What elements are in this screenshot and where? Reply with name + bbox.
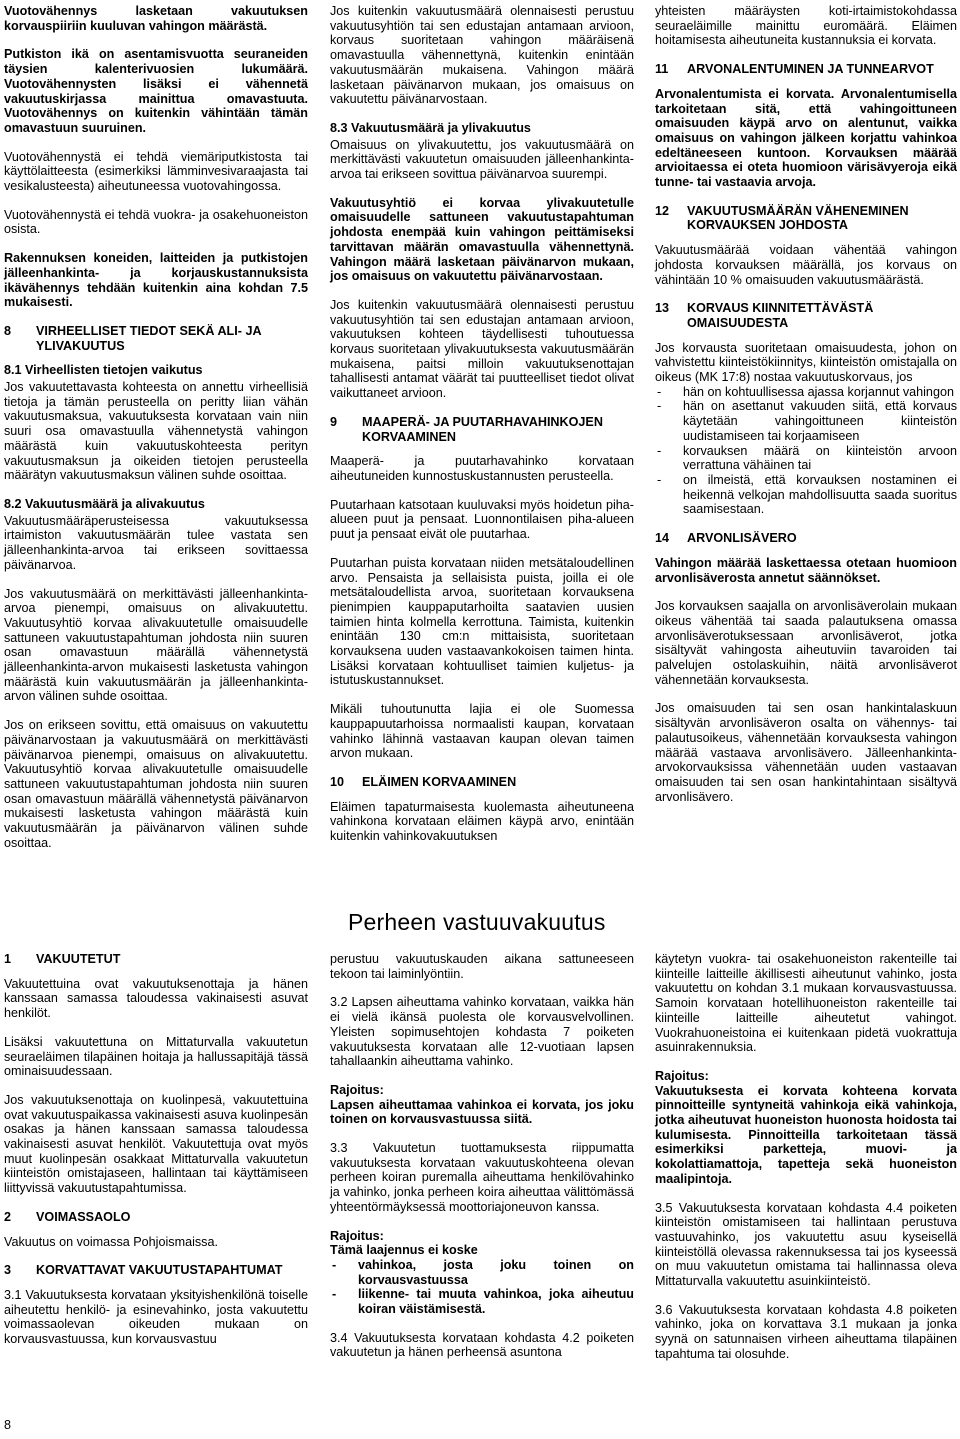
- section-heading-12: [655, 204, 957, 233]
- section-title: VAKUUTETUT: [36, 952, 121, 966]
- section-heading-2: [4, 1210, 308, 1225]
- section-title: MAAPERÄ- JA PUUTARHAVAHINKOJEN KORVAAMINEN: [362, 414, 603, 444]
- paragraph: Omaisuus on ylivakuutettu, jos vakuutusmäärä on merkittävästi vakuutetun omaisuuden jälleenhankinta-arvoa tai erikseen sovittua päivänarvoa suurempi.: [330, 137, 634, 182]
- paragraph: 3.1 Vakuutuksesta korvataan yksityishenkilönä toiselle aiheutettu henkilö- ja esinevahinko, josta vakuutettu voimassaolevan oikeuden mukaan on korvausvastuussa, kun korvausvastuu: [4, 1287, 308, 1347]
- paragraph: Arvonalentumista ei korvata. Arvonalentumisella tarkoitetaan sitä, että vahingoittuneen omaisuuden käypä arvo on alentunut, vaikka omaisuus on vahingon jälkeen korjattu vahinkoa edeltäneeseen kuntoon. Korvauksen määrää arvioitaessa ei oteta huomioon värisävyeroja eikä tunne- tai vastaavia arvoja.: [655, 86, 957, 190]
- section-heading-14: [655, 531, 957, 546]
- subsection-heading-8-1: 8.1 Virheellisten tietojen vaikutus: [4, 363, 203, 378]
- restriction-text: Tämä laajennus ei koske: [330, 1243, 478, 1258]
- paragraph: Vakuutettuina ovat vakuutuksenottaja ja hänen kanssaan samassa taloudessa vakinaisesti asuvat henkilöt.: [4, 976, 308, 1021]
- paragraph: Vuotovähennys lasketaan vakuutuksen korvauspiiriin kuuluvan vahingon määrästä.: [4, 4, 308, 33]
- list-item: - on ilmeistä, että korvauksen nostaminen ei heikennä velkojan mahdollisuutta saada suoritus saamisestaan.: [655, 473, 957, 517]
- section-title: VIRHEELLISET TIEDOT SEKÄ ALI- JA YLIVAKUUTUS: [36, 323, 262, 353]
- paragraph: Eläimen tapaturmaisesta kuolemasta aiheutuneena vahinkona korvataan eläimen käypä arvo, enintään kuitenkin vahinkovakuutuksen: [330, 799, 634, 844]
- section-number: 9: [330, 414, 338, 429]
- paragraph: Vuotovähennystä ei tehdä vuokra- ja osakehuoneiston osista.: [4, 207, 308, 237]
- section-number: 8: [4, 323, 12, 338]
- section-title: VOIMASSAOLO: [36, 1209, 131, 1224]
- top-column-2: [330, 4, 634, 858]
- subsection-heading-8-3: 8.3 Vakuutusmäärä ja ylivakuutus: [330, 120, 531, 135]
- paragraph: Putkiston ikä on asentamisvuotta seuraneiden täysien kalenterivuosien lukumäärä. Vuotovähennysten lisäksi ei vähennetä vakuutuskirjassa mainittua omavastuuta. Vuotovähennys on kuitenkin vähintään tämän omavastuun suuruinen.: [4, 47, 308, 135]
- section-heading-11: [655, 62, 957, 77]
- paragraph: Lisäksi vakuutettuna on Mittaturvalla vakuutetun seuraeläimen tilapäinen hoitaja ja hallussapitäjä tässä ominaisuudessaan.: [4, 1034, 308, 1079]
- restriction-text: Vakuutuksesta ei korvata kohteena korvata pinnoitteille syntyneitä vahinkoja eikä vahinkoja, jotka aiheutuvat huoneiston huonosta hoidosta tai kulumisesta. Pinnoitteilla tarkoitetaan tässä esimerkiksi parketteja, muovi- ja kokolattiamattoja, tapetteja sekä huoneiston maalipintoja.: [655, 1083, 957, 1186]
- paragraph: Vakuutusmäärää voidaan vähentää vahingon johdosta korvauksen määrällä, jos korvaus on vähintään 10 % omaisuuden vakuutusmäärästä.: [655, 243, 957, 287]
- list-item: - vahinkoa, josta joku toinen on korvausvastuussa: [330, 1258, 634, 1287]
- list-item: - hän on asettanut vakuuden siitä, että korvaus käytetään vahingoittuneen kiinteistön uudistamiseen tai korjaamiseen: [655, 399, 957, 443]
- paragraph: Rakennuksen koneiden, laitteiden ja putkistojen jälleenhankinta- ja korjauskustannuksista ikävähennys tehdään kuitenkin aina kohdan 7.5 mukaisesti.: [4, 251, 308, 310]
- restriction-text: Lapsen aiheuttamaa vahinkoa ei korvata, jos joku toinen on korvausvastuussa siitä.: [330, 1097, 634, 1127]
- section-heading-8: [4, 324, 308, 353]
- paragraph: 3.5 Vakuutuksesta korvataan kohdasta 4.4 poiketen kiinteistön omistamiseen tai hallintaan perustuva vastuuvahinko, jos vakuutettu asuu kyseisellä kiinteistöllä olevassa rakennuksessa tai jos kyseessä on muu vakuutetun omistama tai hallinnassa oleva Mittaturvalla vakuutettu asuinkiinteistö.: [655, 1200, 957, 1289]
- top-column-3: [655, 4, 957, 818]
- paragraph: Jos omaisuuden tai sen osan hankintalaskuun sisältyvän arvonlisäveron osalta on vähennys- tai palautusoikeus, vähennetään korvauksesta vahingon määrää vastaava arvonlisävero. Jälleenhankinta-arvokorvauksissa vähennetään uuden vastaavan omaisuuden tai sen osan hankintahintaan sisältyvä arvonlisävero.: [655, 701, 957, 804]
- section-banner-title: Perheen vastuuvakuutus: [348, 909, 606, 935]
- section-heading-3: [4, 1263, 308, 1278]
- section-number: 10: [330, 774, 345, 789]
- paragraph: 3.6 Vakuutuksesta korvataan kohdasta 4.8 poiketen vahinko, joka on korvattava 3.1 mukaan ja jonka syynä on satunnaisen virheen aiheuttama tilapäinen tapahtuma tai olosuhde.: [655, 1302, 957, 1361]
- page-number: 8: [4, 1418, 12, 1432]
- paragraph: Vakuutusmääräperusteisessa vakuutuksessa irtaimiston vakuutusmäärän tulee vastata sen jälleenhankinta-arvoa tai erikseen sovittaessa päivänarvoa.: [4, 513, 308, 572]
- paragraph: Maaperä- ja puutarhavahinko korvataan aiheutuneiden kunnostuskustannusten perusteella.: [330, 454, 634, 483]
- section-heading-9: [330, 415, 634, 444]
- paragraph: Jos vakuutuksenottaja on kuolinpesä, vakuutettuina ovat vakuutuspaikassa vakinaisesti asuva kuolinpesän osakas ja hänen kanssaan samassa taloudessa vakinaisesti asuvat henkilöt. Vakuutettuja ovat myös muut kuolinpesän osakkaat Mittaturvalla vakuutetun kiinteistön omistajaseen, hallintaan tai käyttämiseen liittyvissä vakuutustapahtumissa.: [4, 1092, 308, 1196]
- paragraph: perustuu vakuutuskauden aikana sattuneeseen tekoon tai laiminlyöntiin.: [330, 952, 634, 981]
- paragraph: 3.4 Vakuutuksesta korvataan kohdasta 4.2 poiketen vakuutetun ja hänen perheensä asuntona: [330, 1330, 634, 1360]
- section-title: ELÄIMEN KORVAAMINEN: [362, 774, 517, 789]
- section-title: KORVAUS KIINNITETTÄVÄSTÄ OMAISUUDESTA: [687, 301, 874, 330]
- paragraph: Jos kuitenkin vakuutusmäärä olennaisesti perustuu vakuutusyhtiön tai sen edustajan antamaan arvioon, vakuutuksen kohteen täydellisesti tuhoutuessa korvaus suoritetaan ylivakuutuksesta vakuutusmäärän mukaisena, paitsi milloin vakuutuksenottajan tahallisesti antamat väärät tai puutteelliset tiedot olivat vaikuttaneet arvioon.: [330, 297, 634, 401]
- section-heading-1: [4, 952, 308, 967]
- section-number: 2: [4, 1209, 12, 1224]
- bottom-column-1: [4, 952, 308, 1361]
- paragraph: Puutarhaan katsotaan kuuluvaksi myös hoidetun piha-alueen puut ja pensaat. Luonnontilaisen piha-alueen puut ja pensaat eivät ole puutarhaa.: [330, 497, 634, 542]
- paragraph: käytetyn vuokra- tai osakehuoneiston rakenteille tai kiinteille laitteille äkillisesti aiheutunut vahinko, josta vakuutettu on kohdan 3.1 mukaan korvausvastuussa. Samoin korvataan hotellihuoneiston rakenteille tai kiinteille laitteille aiheutetut vahingot. Vuokrahuoneistoina ei kuitenkaan pidetä vuokrattuja asuinrakennuksia.: [655, 952, 957, 1055]
- paragraph: Jos on erikseen sovittu, että omaisuus on vakuutettu päivänarvostaan ja vakuutusmäärä on merkittävästi päivänarvoa pienempi, omaisuus on alivakuutettu. Vakuutusyhtiö korvaa alivakuutetulle omaisuudelle sattuneen vakuutustapahtuman johdosta niin suuren osan omavastuun määrällä vähennetystä päivänarvon mukaisesti lasketusta vahingon määrästä kuin vakuutusmäärän ja päivänarvon välinen suhde osoittaa.: [4, 718, 308, 850]
- paragraph: yhteisten määräysten koti-irtaimistokohdassa seuraeläimille mainittu euromäärä. Eläimen hoitamisesta aiheutuneita kustannuksia ei korvata.: [655, 4, 957, 48]
- paragraph: Mikäli tuhoutunutta lajia ei ole Suomessa kauppapuutarhoissa normaalisti kaupan, korvataan vahinko lähinnä vastaavan kaupan olevan taimen arvon mukaan.: [330, 702, 634, 761]
- paragraph: Vakuutus on voimassa Pohjoismaissa.: [4, 1234, 218, 1249]
- restriction-list: [330, 1258, 634, 1317]
- section-number: 14: [655, 531, 670, 546]
- paragraph: Vakuutusyhtiö ei korvaa ylivakuutetulle omaisuudelle sattuneen vakuutustapahtuman johdosta enempää kuin vahingon peittämiseksi tarvittavan määrän omavastuulla vähennettynä. Vahingon määrä lasketaan päivänarvon mukaan, jos omaisuus on vakuutettu päivänarvostaan.: [330, 195, 634, 284]
- paragraph: Jos korvausta suoritetaan omaisuudesta, johon on vahvistettu kiinteistökiinnitys, kiinteistön omistajalla on oikeus (MK 17:8) nostaa vakuutuskorvaus, jos: [655, 340, 957, 385]
- section-number: 12: [655, 203, 670, 218]
- restriction-label: Rajoitus:: [330, 1082, 384, 1097]
- paragraph: Puutarhan puista korvataan niiden metsätaloudellinen arvo. Pensaista ja sellaisista puista, joilla ei ole metsätaloudellista arvoa, suoritetaan korvauksena pienimpien kauppaputarhoilta saatavien uusien taimien hinta kolmella kerrottuna. Taimista, kuitenkin enintään 130 cm:n mittaisista, suoritetaan korvauksena uuden vastaavankokoisen taimen hinta. Lisäksi korvataan kohtuulliset taimien kuljetus- ja istutuskustannukset.: [330, 555, 634, 688]
- bottom-column-2: [330, 952, 634, 1374]
- list-item: - liikenne- tai muuta vahinkoa, joka aiheutuu koiran väistämisestä.: [330, 1287, 634, 1316]
- section-title: KORVATTAVAT VAKUUTUSTAPAHTUMAT: [36, 1263, 283, 1278]
- list-item: - korvauksen määrä on kiinteistön arvoon verrattuna vähäinen tai: [655, 444, 957, 473]
- paragraph: 3.2 Lapsen aiheuttama vahinko korvataan, vaikka hän ei vielä ikänsä puolesta ole korvausvelvollinen. Yleisten sopimusehtojen kohdasta 7 poiketen vakuutuksesta korvataan alle 12-vuotiaan lapsen tahallaankin aiheuttama vahinko.: [330, 995, 634, 1069]
- paragraph: Jos kuitenkin vakuutusmäärä olennaisesti perustuu vakuutusyhtiön tai sen edustajan antamaan arvioon, korvaus suoritetaan vahingon määräisenä omavastuulla vähennettynä, kuitenkin enintään vakuutusmäärän mukaisena. Vahingon määrä lasketaan päivänarvon mukaan, jos omaisuus on vakuutettu päivänarvostaan.: [330, 4, 634, 107]
- section-title: ARVONALENTUMINEN JA TUNNEARVOT: [687, 62, 934, 77]
- subsection-heading-8-2: 8.2 Vakuutusmäärä ja alivakuutus: [4, 496, 205, 511]
- restriction-label: Rajoitus:: [655, 1068, 709, 1083]
- section-number: 3: [4, 1263, 12, 1278]
- paragraph: Vahingon määrää laskettaessa otetaan huomioon arvonlisäverosta annetut säännökset.: [655, 555, 957, 585]
- section-heading-13: [655, 301, 957, 330]
- paragraph: Vuotovähennystä ei tehdä viemäriputkistosta tai käyttölaitteesta (esimerkiksi lämminvesivaraajasta tai vesikalusteesta) aiheutuneessa vuotovahingossa.: [4, 149, 308, 194]
- list-item: - hän on kohtuullisessa ajassa korjannut vahingon: [655, 385, 957, 400]
- condition-list: [655, 385, 957, 517]
- paragraph: Jos vakuutettavasta kohteesta on annettu virheellisiä tietoja ja tämän perusteella on peritty liian vähän vakuutusmaksua, vakuutuksesta korvataan vain niin suuri osa omavastuulla vähennetystä vahingon määrästä kuin vakuutuskohteesta perityn vakuutusmaksun ja oikeiden tietojen perusteella määrätyn vakuutusmaksun välinen suhde osoittaa.: [4, 380, 308, 483]
- section-title: ARVONLISÄVERO: [687, 531, 797, 546]
- restriction-label: Rajoitus:: [330, 1228, 384, 1243]
- section-number: 13: [655, 301, 670, 316]
- section-number: 11: [655, 62, 669, 77]
- top-column-1: [4, 4, 308, 864]
- section-number: 1: [4, 952, 12, 966]
- section-heading-10: [330, 775, 634, 790]
- paragraph: 3.3 Vakuutetun tuottamuksesta riippumatta vakuutuksesta korvataan vakuutuskohteena olevan perheen koiran puremalla aiheuttama henkilövahinko ja vahinko, jonka perheen koira aiheuttaa välittömässä yhteentörmäyksessä moottoriajoneuvon kanssa.: [330, 1141, 634, 1214]
- section-title: VAKUUTUSMÄÄRÄN VÄHENEMINEN KORVAUKSEN JOHDOSTA: [687, 203, 909, 233]
- paragraph: Jos korvauksen saajalla on arvonlisäverolain mukaan oikeus vähentää tai saada palautuksena omassa arvonlisäverotuksessaan arvonlisäverot, jotka sisältyvät vahingosta aiheutuviin tavaroiden tai palvelujen ostolaskuihin, näitä arvonlisäverot vähennetään korvauksesta.: [655, 599, 957, 687]
- paragraph: Jos vakuutusmäärä on merkittävästi jälleenhankinta-arvoa pienempi, omaisuus on alivakuutettu. Vakuutusyhtiö korvaa alivakuutetulle omaisuudelle sattuneen vakuutustapahtuman johdosta niin suuren osan omavastuun määrällä vähennetystä jälleenhankinta-arvon mukaisesti lasketusta vahingon määrästä kuin vakuutusmäärän ja jälleenhankinta-arvon välinen suhde osoittaa.: [4, 586, 308, 704]
- bottom-column-3: [655, 952, 957, 1376]
